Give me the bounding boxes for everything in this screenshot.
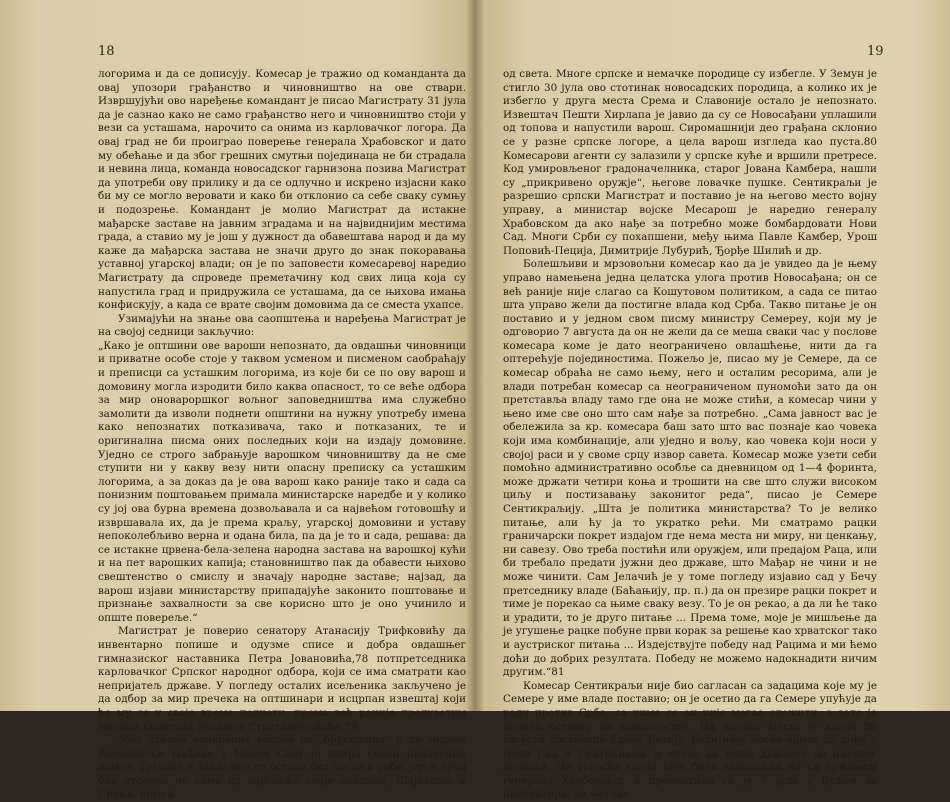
page-number-right: 19 xyxy=(867,44,884,59)
paragraph: Узимајући на знање ова саопштења и наређења Магистрат је на својој седници закључио: xyxy=(98,312,466,339)
right-page xyxy=(475,0,950,801)
right-page-text xyxy=(503,68,877,802)
book-gutter xyxy=(466,0,484,711)
quoted-decision: „Како је оптшини ове вароши непознато, да овдашњи чиновници и приватне особе стоје у таквом усменом и писменом саобраћају и преписци са усташким логорима, из које би се по ову варош и домовину могла изродити било каква опасност, то се веће одбора за мир оновароршког вољног заповедништва има служебно замолити да изволи поднети општини на нужну употребу имена како непознатих потказивача, тако и потказаних, те и оригинална писма оних последњих који на издају домовине. Уједно се строго забрањује варошком чиновништву да не сме ступити ни у какву везу нити опасну преписку са усташким логорима, а за доказ да је ова варош како раније тако и сада са понизним поштовањем примала министарске наредбе и у колико су јој ова бурна времена дозвољавала и са највећом готовошћу и извршавала их, да је према краљу, угарској домовини и уставу непоколебљиво верна и одана била, па да је то и сада, решава: да се истакне црвена-бела-зелена народна застава на варошкој кући и на пет варошких капија; становништво пак да обавести њихово свештенство о смислу и значају народне заставе; најзад, да варош изјави министарству припадајуће законито поштовање и признање захвалности за све корисно што је оно учинило и опште повереље.“ xyxy=(98,339,466,624)
paragraph: Комесар Сентикраљи није био сагласан са задацима које му је Семере у име владе поставио; он је осетио да га Семере упућује да ради против Срба, са чиме се он није могао сложити, а зато је поднео оставку на комесарству. На његово место је влада 26 августа поставила Едена Бетија. Бети није могао одмах да дође у Нови Сад и Сентикраљи је остао да врши дужност до његовог доласка. Но угарска влада није била задовољна ни са држањем генерала Храбовског и преместила га је 7 јула у Будим за инспектора; на његово xyxy=(503,679,877,801)
page-number-left: 18 xyxy=(98,44,115,59)
paragraph: логорима и да се дописују. Комесар је тражио од команданта да овај упозори грађанство и чиновништво на ове ствари. Извршујући ово наређење командант је писао Магистрату 31 јула да је сазнао како не само грађанство него и чиновништво стоји у вези са усташама, нарочито са онима из карловачког логора. Да овај град не би проиграо поверење генерала Храбовског и дато му обећање и да због грешних смутњи појединаца не би страдала и невина лица, команда новосадског гарнизона позива Магистрат да употреби ову прилику и да се одлучно и искрено изјасни како би му се могло веровати и како би отклонио са себе сваку сумњу и подозрење. Командант је молио Магистрат да истакне мађарске заставе на јавним зградама и на највиднијим местима града, а ставио му је још у дужност да обавештава народ и да му каже да мађарска застава не значи друго до знак покоравања уставној угарској влади; он је по заповести комесаревој наредио Магистрату да спроведе преметачину код свих лица која су напустила град и придружила се усташама, да се њихова имања конфискују, а када се врате својим домовима да се сместа ухапсе. xyxy=(98,68,466,312)
paragraph: Магистрат је поверио сенатору Атанасију Трифковићу да инвентарно попише и одузме списе и добра овдашњег гимназиског наставника Петра Јовановића,78 потпретседника карловачког Српског народног одбора, који се има сматрати као непријатељ државе. У погледу осталих исељеника закључено је да одбор за мир пречека на оптшинари и исцрпан извештај који ће му се у своје време поднети, према већ раније предузетим мерама капетана Радивоја Стратимировића.79 xyxy=(98,625,466,733)
left-page-text xyxy=(98,68,466,802)
paragraph: Болешљиви и мрзовољни комесар као да је увидео да је њему управо намењена једна целатска улога против Новосађана; он се већ раније није слагао са Кошутовом политиком, а сада се питао шта управо жели да постигне влада код Срба. Такво питање је он поставио и у једном свом писму министру Семереу, који му је одговорио 7 августа да он не жели да се меша сваки час у послове комесара коме је дато неограничено овлашћење, нити да га оптерећује појединостима. Пожељо је, писао му је Семере, да се комесар обраћа не само њему, него и осталим ресорима, али је влади потребан комесар са неограниченом пуномоћи зато да он претставља владу тамо где она не може стићи, а комесар чини у њено име све оно што сам нађе за потребно. „Сама јавност вас је обележила за кр. комесара баш зато што вас познаје као човека који има комбинације, али уједно и вољу, као човека који носи у својој раси и у своме срцу извор савета. Комесар може узети себи помоћно административно особље са дневницом од 1—4 форинта, може држати четири коња и трошити на све што служи високом циљу и постизавању законитог реда“, писао је Семере Сентикраљију. „Шта је политика министарства? То је велико питање, али ћу ја то укратко рећи. Ми сматрамо рацки граничарски покрет издајом где нема места ни миру, ни ценкању, ни савезу. Ово треба постићи или оружјем, или предајом Раца, или би требало предати јужни део државе, што Мађар не чини и не може чинити. Сам Јелачић је у томе погледу изјавио сад у Бечу претседнику владе (Баћањију, пр. п.) да он презире рацки покрет и тиме је порекао са њиме сваку везу. То је он рекао, а да ли ће тако и урадити, то је друго питање ... Према томе, моје је мишљење да је угушење рацке побуне први корак за решење као хрватског тако и аустриског питања ... Издејствујте победу над Рацима и ми ћемо доћи до добрих резултата. Победу не можемо надокнадити ничим другим.“81 xyxy=(503,258,877,679)
paragraph: Због стално наперених топова са „брукшанца“ и са зидина Варадинске тврђаве у Новом Саду је замро сваки привредни живот. Трговци и занатлије су остали без посла и робе, јер је град био отсечен не само од најближе своје околине, Шајкашке и Срема, него и xyxy=(98,734,466,801)
left-page xyxy=(0,0,475,801)
paragraph: од света. Многе српске и немачке породице су избегле. У Земун је стигло 30 јула ово стотинак новосадских породица, а колико их је избегло у друга места Срема и Славоније остало је непознато. Извештач Пешти Хирлапа је јавио да су се Новосађани уплашили од топова и напустили варош. Сиромашнији део грађана склонио се у разне српске логоре, а цела варош изгледа као пуста.80 Комесарови агенти су залазили у српске куће и вршили претресе. Код умировљеног градоначелника, старог Јована Камбера, нашли су „прикривено оружје“, његове ловачке пушке. Сентикраљи је разрешио српски Магистрат и поставио је на његово место војну управу, а министар војске Месарош је наредио генералу Храбовском да ако нађе за потребно може бомбардовати Нови Сад. Многи Срби су похапшени, међу њима Павле Камбер, Урош Поповић-Пеција, Димитрије Лубурић, Ђорђе Шилић и др. xyxy=(503,68,877,257)
